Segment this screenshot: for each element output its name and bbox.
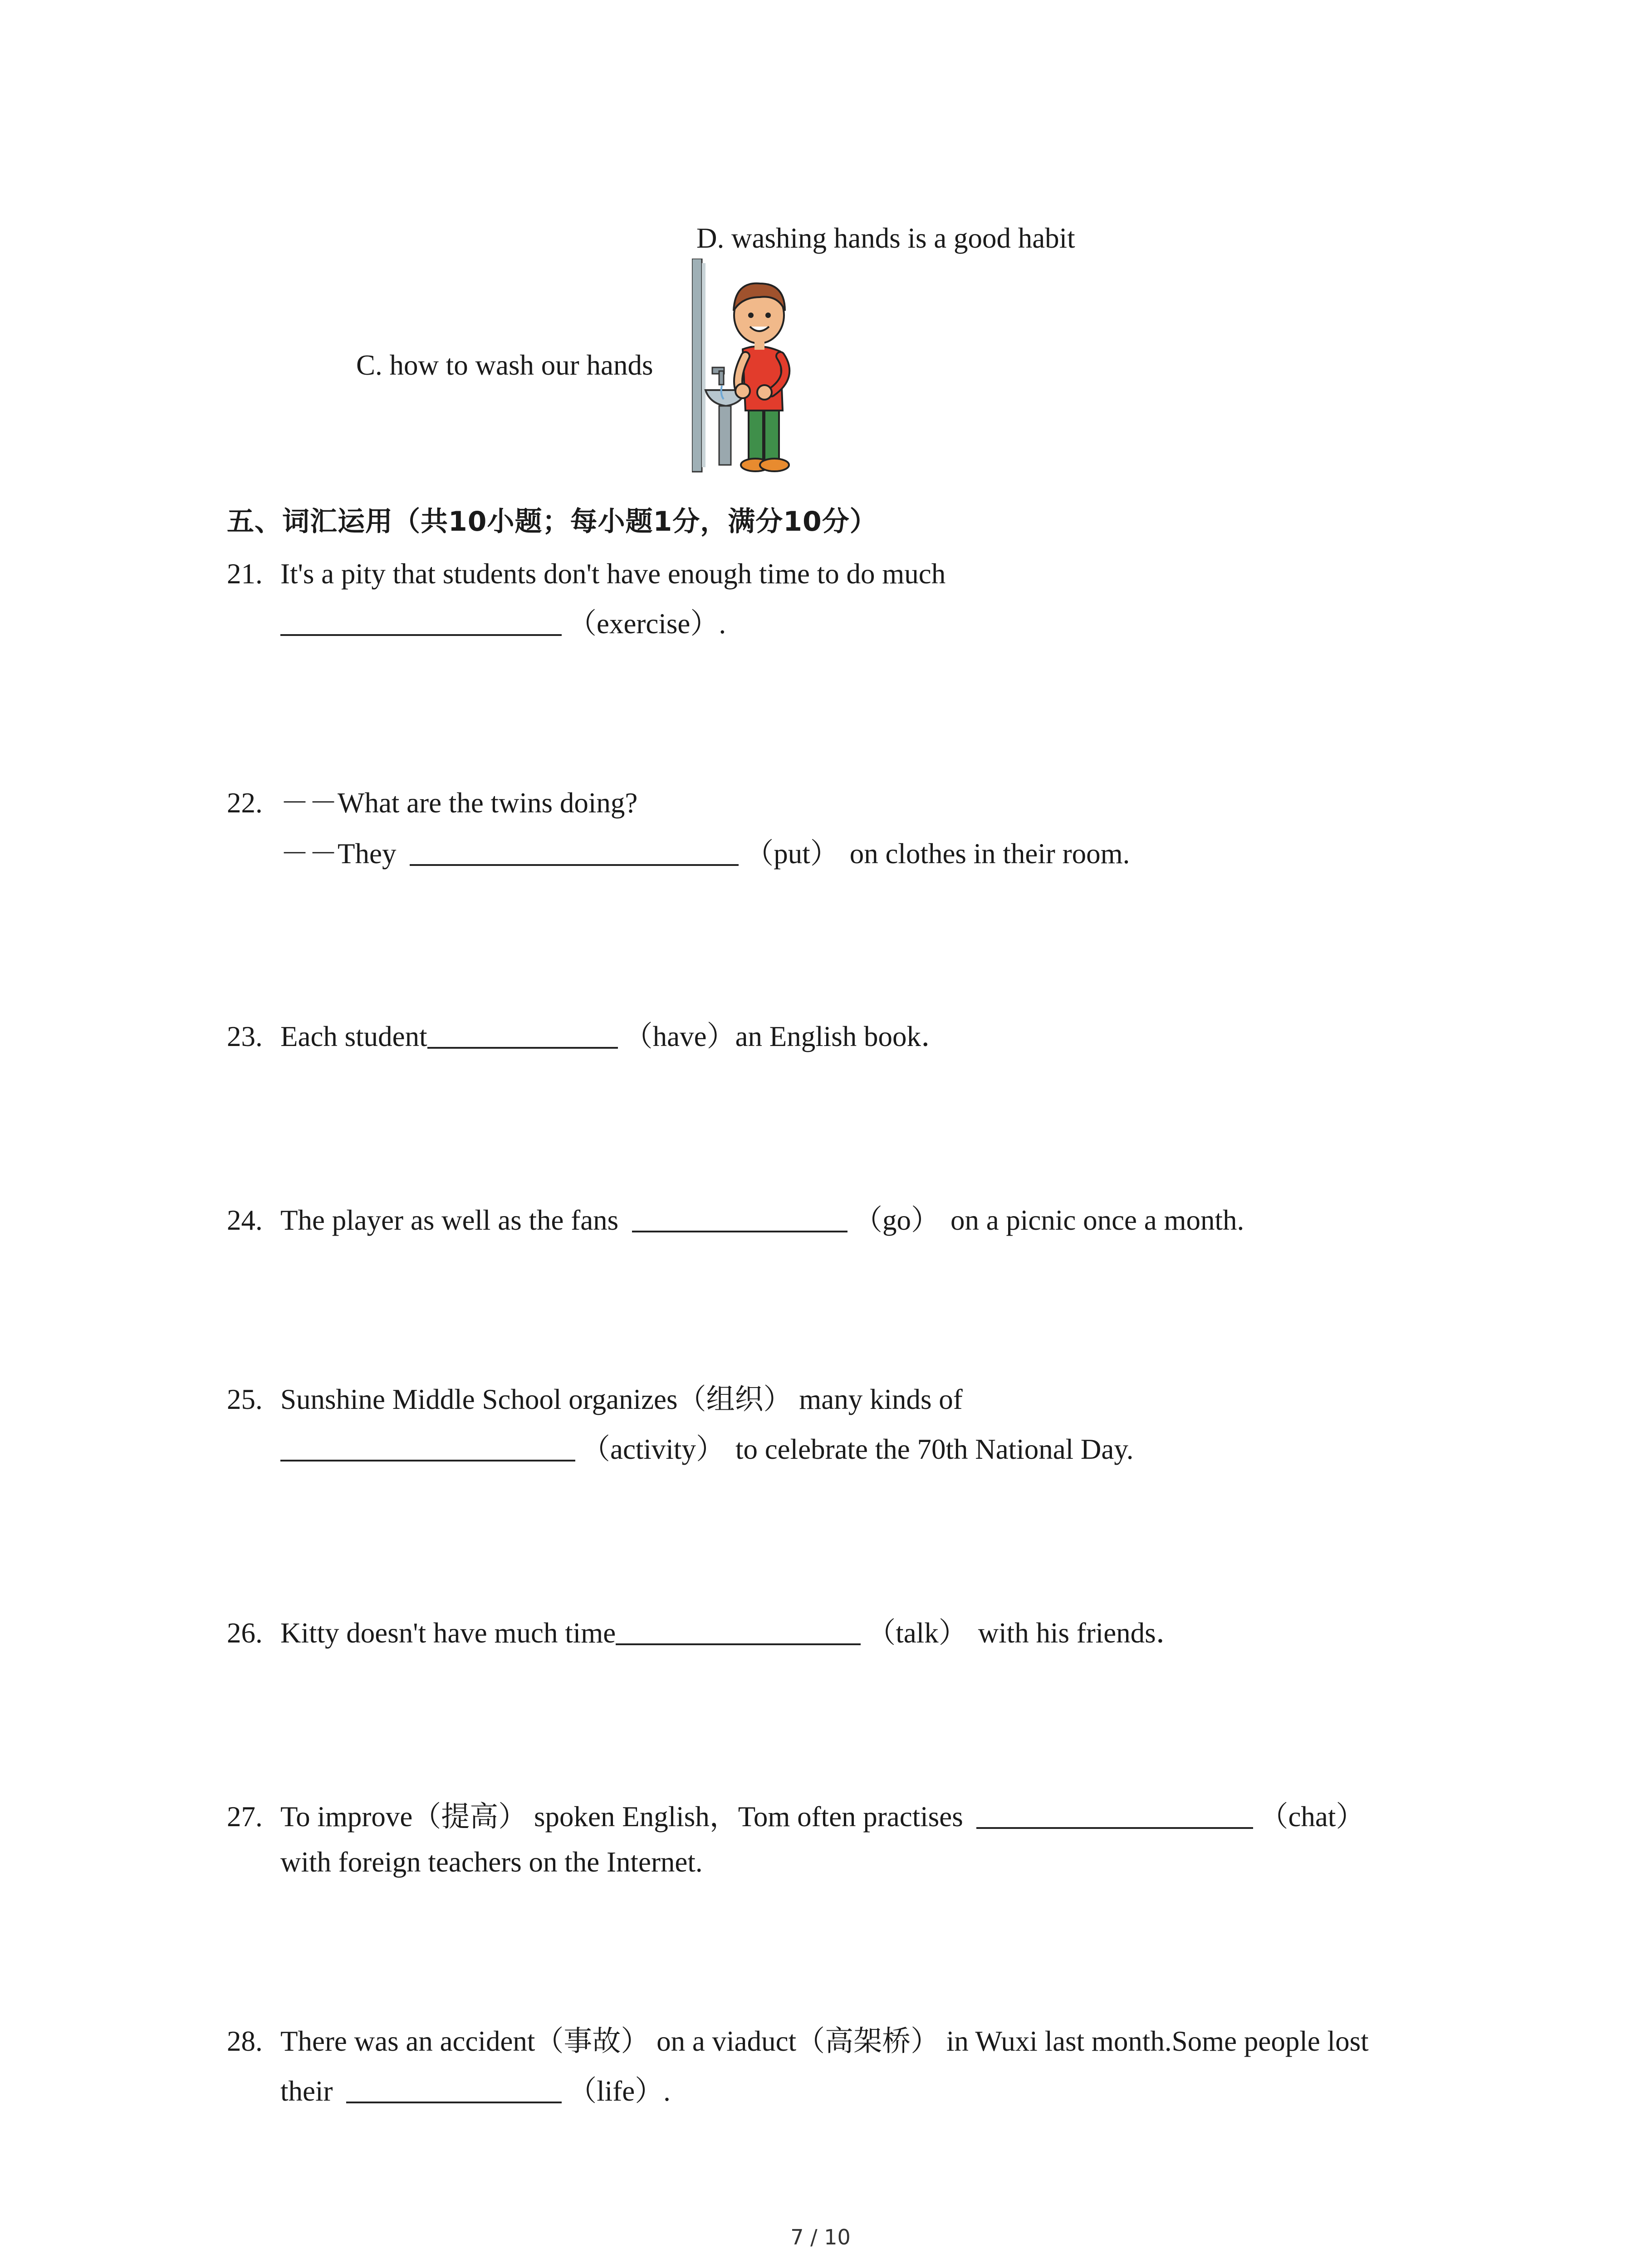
question-text: Sunshine Middle School organizes（组织） many kinds of	[280, 1383, 963, 1415]
question-prefix: Each student	[280, 1021, 427, 1052]
answer-blank[interactable]	[280, 607, 562, 636]
question-22	[227, 785, 637, 821]
question-28-answer-line	[280, 2073, 671, 2109]
question-25-answer-line	[280, 1431, 1134, 1467]
question-text: It's a pity that students don't have enough time to do much	[280, 558, 946, 590]
question-number: 26.	[227, 1617, 263, 1649]
page-number: 7 / 10	[790, 2225, 851, 2249]
answer-blank[interactable]	[427, 1020, 618, 1049]
question-28	[227, 2023, 1369, 2059]
answer-blank[interactable]	[346, 2074, 562, 2103]
question-prefix: To improve（提高） spoken English，Tom often practises	[280, 1801, 963, 1833]
question-22-answer-line	[280, 836, 1130, 872]
question-25	[227, 1381, 963, 1418]
question-prefix: Kitty doesn't have much time	[280, 1617, 616, 1649]
question-prefix: －－They	[280, 838, 397, 870]
boy-washing-hands-icon	[692, 259, 812, 476]
word-hint: （put）	[745, 838, 839, 870]
question-number: 25.	[227, 1383, 263, 1415]
option-d: D. washing hands is a good habit	[696, 222, 1075, 254]
question-24	[227, 1202, 1244, 1238]
section-title: 五、词汇运用（共10小题；每小题1分，满分10分）	[227, 506, 877, 538]
word-hint: （exercise）.	[568, 608, 726, 640]
question-27-continuation: with foreign teachers on the Internet.	[280, 1846, 703, 1878]
answer-blank[interactable]	[632, 1203, 847, 1232]
question-26	[227, 1615, 1185, 1651]
question-number: 28.	[227, 2025, 263, 2057]
question-number: 22.	[227, 787, 263, 819]
question-rest: on a picnic once a month.	[950, 1204, 1244, 1236]
question-prefix: their	[280, 2075, 333, 2107]
question-27	[227, 1799, 1364, 1835]
word-hint: （talk）	[867, 1617, 967, 1649]
question-text: －－What are the twins doing?	[280, 787, 638, 819]
question-number: 21.	[227, 558, 263, 590]
word-hint: （life）.	[568, 2075, 671, 2107]
option-c: C. how to wash our hands	[356, 349, 653, 381]
question-rest: to celebrate the 70th National Day.	[735, 1433, 1134, 1465]
question-prefix: The player as well as the fans	[280, 1204, 619, 1236]
answer-blank[interactable]	[976, 1800, 1253, 1829]
question-text: There was an accident（事故） on a viaduct（高架桥） in Wuxi last month.Some people lost	[280, 2025, 1369, 2057]
answer-blank[interactable]	[410, 837, 739, 866]
question-rest: with his friends．	[978, 1617, 1185, 1649]
word-hint: （chat）	[1259, 1801, 1365, 1833]
question-21-answer-line	[280, 606, 726, 642]
question-number: 27.	[227, 1801, 263, 1833]
word-hint: （go）	[853, 1204, 940, 1236]
answer-blank[interactable]	[616, 1616, 861, 1645]
question-number: 24.	[227, 1204, 263, 1236]
question-number: 23.	[227, 1021, 263, 1052]
word-hint: （activity）	[582, 1433, 725, 1465]
question-23	[227, 1018, 950, 1055]
word-hint: （have）an English book．	[624, 1021, 950, 1052]
question-rest: on clothes in their room.	[849, 838, 1130, 870]
answer-blank[interactable]	[280, 1432, 575, 1461]
question-21	[227, 556, 945, 592]
